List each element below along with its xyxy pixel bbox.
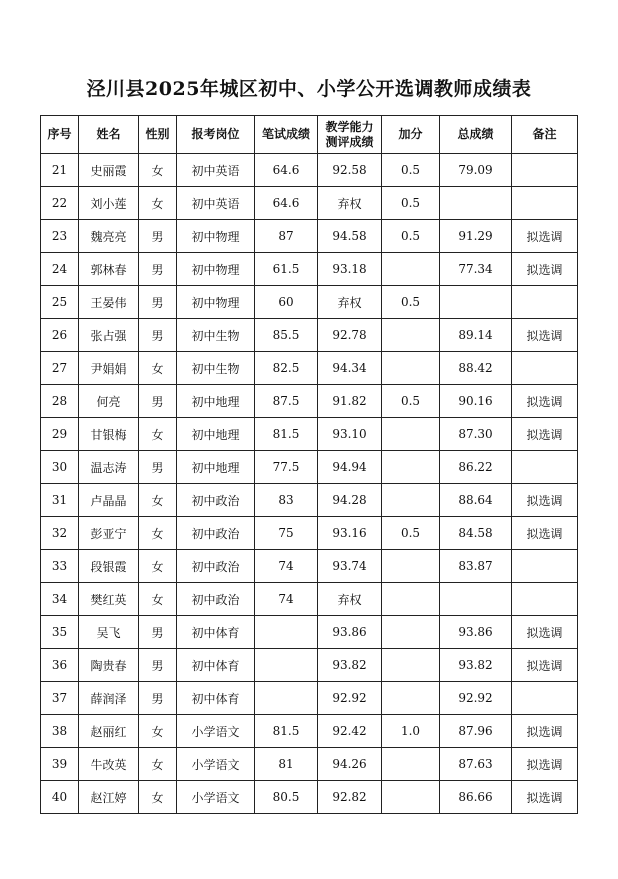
- cell-bonus: [382, 583, 440, 616]
- cell-position: 初中地理: [177, 418, 255, 451]
- cell-name: 牛改英: [79, 748, 139, 781]
- cell-remark: 拟选调: [512, 781, 578, 814]
- column-header-bonus: 加分: [382, 116, 440, 154]
- column-header-total-score: 总成绩: [440, 116, 512, 154]
- cell-total-score: 86.66: [440, 781, 512, 814]
- cell-written-score: [255, 616, 318, 649]
- cell-teaching-score: 94.28: [318, 484, 382, 517]
- cell-position: 初中英语: [177, 154, 255, 187]
- cell-written-score: 87.5: [255, 385, 318, 418]
- cell-seq: 28: [41, 385, 79, 418]
- table-row: [41, 715, 578, 748]
- cell-written-score: [255, 649, 318, 682]
- cell-total-score: 79.09: [440, 154, 512, 187]
- cell-gender: 女: [139, 484, 177, 517]
- cell-teaching-score: 弃权: [318, 286, 382, 319]
- column-header-written-score: 笔试成绩: [255, 116, 318, 154]
- cell-seq: 29: [41, 418, 79, 451]
- cell-seq: 38: [41, 715, 79, 748]
- cell-seq: 23: [41, 220, 79, 253]
- column-header-gender: 性别: [139, 116, 177, 154]
- cell-remark: [512, 187, 578, 220]
- table-row: [41, 220, 578, 253]
- cell-written-score: 85.5: [255, 319, 318, 352]
- table-row: [41, 583, 578, 616]
- cell-teaching-score: 94.58: [318, 220, 382, 253]
- cell-bonus: [382, 781, 440, 814]
- cell-name: 温志涛: [79, 451, 139, 484]
- cell-written-score: 61.5: [255, 253, 318, 286]
- cell-remark: [512, 583, 578, 616]
- table-row: [41, 748, 578, 781]
- cell-total-score: 86.22: [440, 451, 512, 484]
- table-body: [41, 154, 578, 814]
- cell-name: 吴飞: [79, 616, 139, 649]
- cell-written-score: 60: [255, 286, 318, 319]
- table-row: [41, 352, 578, 385]
- cell-seq: 36: [41, 649, 79, 682]
- cell-position: 初中体育: [177, 616, 255, 649]
- cell-name: 郭林春: [79, 253, 139, 286]
- cell-total-score: 88.42: [440, 352, 512, 385]
- cell-written-score: [255, 682, 318, 715]
- cell-total-score: [440, 286, 512, 319]
- cell-seq: 21: [41, 154, 79, 187]
- table-row: [41, 385, 578, 418]
- cell-remark: [512, 682, 578, 715]
- cell-total-score: 87.30: [440, 418, 512, 451]
- cell-remark: 拟选调: [512, 616, 578, 649]
- cell-seq: 39: [41, 748, 79, 781]
- cell-written-score: 83: [255, 484, 318, 517]
- cell-bonus: [382, 319, 440, 352]
- cell-bonus: 0.5: [382, 385, 440, 418]
- cell-gender: 女: [139, 418, 177, 451]
- cell-name: 薛润泽: [79, 682, 139, 715]
- cell-teaching-score: 92.92: [318, 682, 382, 715]
- cell-written-score: 80.5: [255, 781, 318, 814]
- column-header-name: 姓名: [79, 116, 139, 154]
- cell-written-score: 64.6: [255, 154, 318, 187]
- cell-total-score: 83.87: [440, 550, 512, 583]
- cell-total-score: 89.14: [440, 319, 512, 352]
- cell-position: 初中物理: [177, 253, 255, 286]
- cell-seq: 40: [41, 781, 79, 814]
- cell-teaching-score: 93.74: [318, 550, 382, 583]
- table-row: [41, 550, 578, 583]
- cell-remark: 拟选调: [512, 319, 578, 352]
- cell-remark: 拟选调: [512, 484, 578, 517]
- cell-position: 小学语文: [177, 781, 255, 814]
- cell-remark: 拟选调: [512, 715, 578, 748]
- column-header-teaching-score: 教学能力 测评成绩: [318, 116, 382, 154]
- cell-bonus: [382, 451, 440, 484]
- cell-total-score: 77.34: [440, 253, 512, 286]
- cell-written-score: 74: [255, 550, 318, 583]
- column-header-position: 报考岗位: [177, 116, 255, 154]
- cell-written-score: 82.5: [255, 352, 318, 385]
- cell-position: 小学语文: [177, 748, 255, 781]
- cell-bonus: 0.5: [382, 220, 440, 253]
- cell-remark: [512, 352, 578, 385]
- cell-gender: 男: [139, 616, 177, 649]
- column-header-seq: 序号: [41, 116, 79, 154]
- cell-written-score: 77.5: [255, 451, 318, 484]
- cell-teaching-score: 弃权: [318, 583, 382, 616]
- cell-gender: 女: [139, 154, 177, 187]
- cell-total-score: 91.29: [440, 220, 512, 253]
- cell-seq: 35: [41, 616, 79, 649]
- table-row: [41, 484, 578, 517]
- cell-name: 彭亚宁: [79, 517, 139, 550]
- cell-total-score: 92.92: [440, 682, 512, 715]
- cell-teaching-score: 弃权: [318, 187, 382, 220]
- cell-gender: 女: [139, 517, 177, 550]
- cell-bonus: 0.5: [382, 286, 440, 319]
- cell-seq: 27: [41, 352, 79, 385]
- cell-teaching-score: 93.10: [318, 418, 382, 451]
- cell-gender: 男: [139, 385, 177, 418]
- cell-position: 初中地理: [177, 385, 255, 418]
- cell-bonus: [382, 418, 440, 451]
- table-row: [41, 319, 578, 352]
- cell-seq: 30: [41, 451, 79, 484]
- cell-teaching-score: 92.82: [318, 781, 382, 814]
- column-header-remark: 备注: [512, 116, 578, 154]
- cell-name: 史丽霞: [79, 154, 139, 187]
- cell-position: 初中生物: [177, 319, 255, 352]
- table-row: [41, 682, 578, 715]
- cell-gender: 男: [139, 682, 177, 715]
- cell-total-score: [440, 583, 512, 616]
- cell-remark: 拟选调: [512, 385, 578, 418]
- cell-bonus: [382, 352, 440, 385]
- cell-position: 初中物理: [177, 286, 255, 319]
- score-table: [40, 115, 578, 814]
- cell-remark: 拟选调: [512, 220, 578, 253]
- cell-seq: 34: [41, 583, 79, 616]
- cell-gender: 女: [139, 583, 177, 616]
- cell-teaching-score: 92.58: [318, 154, 382, 187]
- table-row: [41, 418, 578, 451]
- table-row: [41, 187, 578, 220]
- cell-written-score: 81.5: [255, 418, 318, 451]
- cell-written-score: 75: [255, 517, 318, 550]
- cell-seq: 26: [41, 319, 79, 352]
- cell-gender: 男: [139, 649, 177, 682]
- table-row: [41, 649, 578, 682]
- cell-remark: [512, 550, 578, 583]
- table-row: [41, 517, 578, 550]
- cell-gender: 男: [139, 253, 177, 286]
- cell-seq: 33: [41, 550, 79, 583]
- cell-remark: 拟选调: [512, 649, 578, 682]
- cell-teaching-score: 93.16: [318, 517, 382, 550]
- cell-bonus: 1.0: [382, 715, 440, 748]
- cell-gender: 男: [139, 319, 177, 352]
- cell-written-score: 87: [255, 220, 318, 253]
- cell-total-score: 93.86: [440, 616, 512, 649]
- cell-remark: 拟选调: [512, 253, 578, 286]
- table-row: [41, 154, 578, 187]
- cell-name: 魏亮亮: [79, 220, 139, 253]
- cell-teaching-score: 93.18: [318, 253, 382, 286]
- cell-total-score: [440, 187, 512, 220]
- cell-name: 尹娟娟: [79, 352, 139, 385]
- cell-teaching-score: 91.82: [318, 385, 382, 418]
- cell-name: 张占强: [79, 319, 139, 352]
- cell-total-score: 87.63: [440, 748, 512, 781]
- cell-written-score: 64.6: [255, 187, 318, 220]
- cell-total-score: 88.64: [440, 484, 512, 517]
- cell-seq: 31: [41, 484, 79, 517]
- cell-name: 甘银梅: [79, 418, 139, 451]
- cell-total-score: 90.16: [440, 385, 512, 418]
- cell-gender: 女: [139, 550, 177, 583]
- table-row: [41, 253, 578, 286]
- cell-bonus: [382, 649, 440, 682]
- cell-position: 初中生物: [177, 352, 255, 385]
- cell-position: 初中政治: [177, 484, 255, 517]
- cell-name: 樊红英: [79, 583, 139, 616]
- cell-position: 初中体育: [177, 649, 255, 682]
- cell-teaching-score: 93.82: [318, 649, 382, 682]
- cell-seq: 24: [41, 253, 79, 286]
- cell-remark: [512, 286, 578, 319]
- cell-name: 王晏伟: [79, 286, 139, 319]
- cell-total-score: 84.58: [440, 517, 512, 550]
- cell-bonus: [382, 616, 440, 649]
- cell-bonus: [382, 484, 440, 517]
- cell-bonus: 0.5: [382, 154, 440, 187]
- cell-gender: 女: [139, 781, 177, 814]
- cell-bonus: 0.5: [382, 187, 440, 220]
- cell-gender: 男: [139, 286, 177, 319]
- cell-remark: 拟选调: [512, 748, 578, 781]
- cell-name: 卢晶晶: [79, 484, 139, 517]
- cell-total-score: 93.82: [440, 649, 512, 682]
- cell-name: 段银霞: [79, 550, 139, 583]
- cell-name: 赵丽红: [79, 715, 139, 748]
- cell-remark: 拟选调: [512, 517, 578, 550]
- cell-gender: 女: [139, 352, 177, 385]
- cell-seq: 25: [41, 286, 79, 319]
- cell-bonus: [382, 748, 440, 781]
- table-header-row: [41, 116, 578, 154]
- cell-position: 初中地理: [177, 451, 255, 484]
- cell-teaching-score: 92.42: [318, 715, 382, 748]
- cell-written-score: 81: [255, 748, 318, 781]
- cell-remark: 拟选调: [512, 418, 578, 451]
- cell-name: 刘小莲: [79, 187, 139, 220]
- cell-gender: 男: [139, 220, 177, 253]
- cell-gender: 女: [139, 748, 177, 781]
- cell-name: 陶贵春: [79, 649, 139, 682]
- cell-written-score: 74: [255, 583, 318, 616]
- cell-position: 小学语文: [177, 715, 255, 748]
- cell-written-score: 81.5: [255, 715, 318, 748]
- cell-bonus: [382, 550, 440, 583]
- cell-position: 初中英语: [177, 187, 255, 220]
- cell-teaching-score: 94.94: [318, 451, 382, 484]
- cell-name: 赵江婷: [79, 781, 139, 814]
- cell-bonus: 0.5: [382, 517, 440, 550]
- cell-position: 初中政治: [177, 517, 255, 550]
- cell-teaching-score: 93.86: [318, 616, 382, 649]
- table-row: [41, 286, 578, 319]
- cell-gender: 男: [139, 451, 177, 484]
- cell-gender: 女: [139, 187, 177, 220]
- cell-seq: 22: [41, 187, 79, 220]
- cell-teaching-score: 94.34: [318, 352, 382, 385]
- document-title: 泾川县2025年城区初中、小学公开选调教师成绩表: [86, 78, 532, 100]
- cell-total-score: 87.96: [440, 715, 512, 748]
- cell-seq: 37: [41, 682, 79, 715]
- cell-bonus: [382, 253, 440, 286]
- cell-position: 初中物理: [177, 220, 255, 253]
- cell-position: 初中政治: [177, 550, 255, 583]
- cell-teaching-score: 94.26: [318, 748, 382, 781]
- table-row: [41, 616, 578, 649]
- table-row: [41, 781, 578, 814]
- cell-teaching-score: 92.78: [318, 319, 382, 352]
- cell-remark: [512, 451, 578, 484]
- cell-bonus: [382, 682, 440, 715]
- cell-remark: [512, 154, 578, 187]
- cell-position: 初中体育: [177, 682, 255, 715]
- cell-name: 何亮: [79, 385, 139, 418]
- cell-position: 初中政治: [177, 583, 255, 616]
- table-row: [41, 451, 578, 484]
- cell-gender: 女: [139, 715, 177, 748]
- cell-seq: 32: [41, 517, 79, 550]
